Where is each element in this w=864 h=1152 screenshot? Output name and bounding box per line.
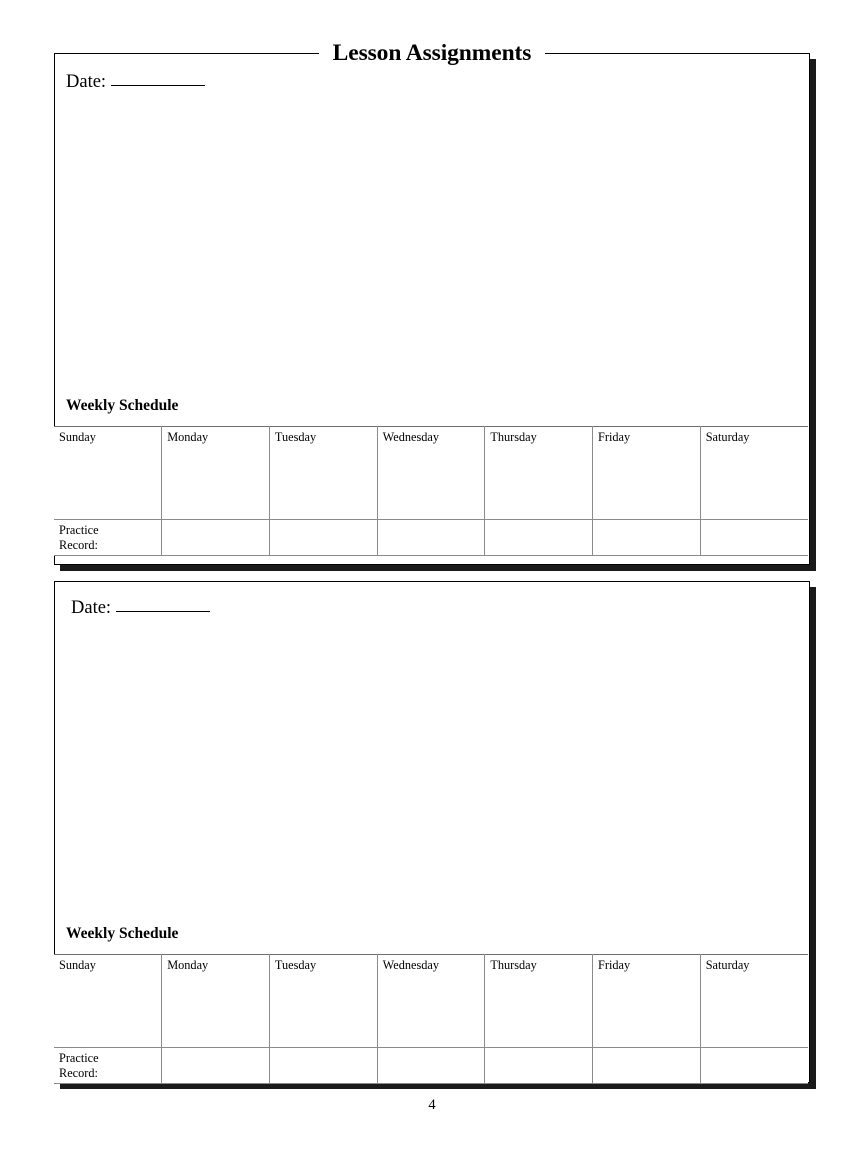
day-cell-sunday[interactable]: [54, 955, 162, 1048]
day-cell-wednesday[interactable]: [377, 955, 485, 1048]
practice-cell-thursday[interactable]: [485, 520, 593, 556]
day-cell-thursday[interactable]: [485, 955, 593, 1048]
day-header-friday: Friday: [598, 958, 631, 972]
day-header-tuesday: Tuesday: [274, 430, 317, 444]
practice-cell-saturday[interactable]: [700, 520, 808, 556]
day-cell-saturday[interactable]: [700, 955, 808, 1048]
day-header-monday: Monday: [167, 430, 209, 444]
weekly-schedule-heading: Weekly Schedule: [66, 397, 179, 414]
day-cell-tuesday[interactable]: [269, 955, 377, 1048]
table-row-days: [54, 427, 808, 520]
practice-cell-tuesday[interactable]: [269, 520, 377, 556]
page-number: 4: [428, 1097, 436, 1113]
practice-cell-thursday[interactable]: [485, 1048, 593, 1084]
practice-cell-wednesday[interactable]: [377, 520, 485, 556]
practice-cell-monday[interactable]: [162, 520, 270, 556]
page-title: Lesson Assignments: [319, 36, 546, 70]
weekly-schedule-heading: Weekly Schedule: [66, 925, 179, 942]
practice-cell-saturday[interactable]: [700, 1048, 808, 1084]
day-header-tuesday: Tuesday: [274, 958, 317, 972]
day-header-sunday: Sunday: [59, 958, 96, 972]
practice-label-line2: Record:: [59, 537, 98, 552]
day-cell-tuesday[interactable]: [269, 427, 377, 520]
practice-record-label-cell: [54, 1048, 162, 1084]
practice-cell-friday[interactable]: [593, 1048, 701, 1084]
practice-label-line1: Practice: [59, 1051, 99, 1065]
day-header-sunday: Sunday: [59, 430, 96, 444]
date-input-blank[interactable]: [116, 599, 210, 612]
weekly-schedule-table: [54, 954, 808, 1084]
table-row-practice: [54, 520, 808, 556]
lesson-assignment-block: [54, 581, 810, 1083]
day-header-monday: Monday: [167, 958, 209, 972]
day-header-thursday: Thursday: [490, 958, 537, 972]
day-cell-sunday[interactable]: [54, 427, 162, 520]
practice-cell-monday[interactable]: [162, 1048, 270, 1084]
day-header-thursday: Thursday: [490, 430, 537, 444]
table-row-practice: [54, 1048, 808, 1084]
day-cell-monday[interactable]: [162, 427, 270, 520]
day-header-friday: Friday: [598, 430, 631, 444]
date-label: Date:: [71, 598, 112, 618]
date-row: [66, 73, 205, 92]
date-label: Date:: [66, 72, 107, 92]
practice-cell-tuesday[interactable]: [269, 1048, 377, 1084]
day-header-wednesday: Wednesday: [382, 430, 439, 444]
day-cell-friday[interactable]: [593, 955, 701, 1048]
day-header-saturday: Saturday: [705, 430, 750, 444]
lesson-assignment-block: [54, 40, 810, 565]
day-header-wednesday: Wednesday: [382, 958, 439, 972]
table-row-days: [54, 955, 808, 1048]
day-cell-thursday[interactable]: [485, 427, 593, 520]
practice-record-label-cell: [54, 520, 162, 556]
day-cell-friday[interactable]: [593, 427, 701, 520]
practice-cell-friday[interactable]: [593, 520, 701, 556]
weekly-schedule-table: [54, 426, 808, 556]
day-cell-wednesday[interactable]: [377, 427, 485, 520]
day-header-saturday: Saturday: [705, 958, 750, 972]
practice-cell-wednesday[interactable]: [377, 1048, 485, 1084]
date-input-blank[interactable]: [111, 73, 205, 86]
date-row: [71, 599, 210, 618]
day-cell-saturday[interactable]: [700, 427, 808, 520]
day-cell-monday[interactable]: [162, 955, 270, 1048]
practice-label-line2: Record:: [59, 1065, 98, 1080]
practice-label-line1: Practice: [59, 523, 99, 537]
